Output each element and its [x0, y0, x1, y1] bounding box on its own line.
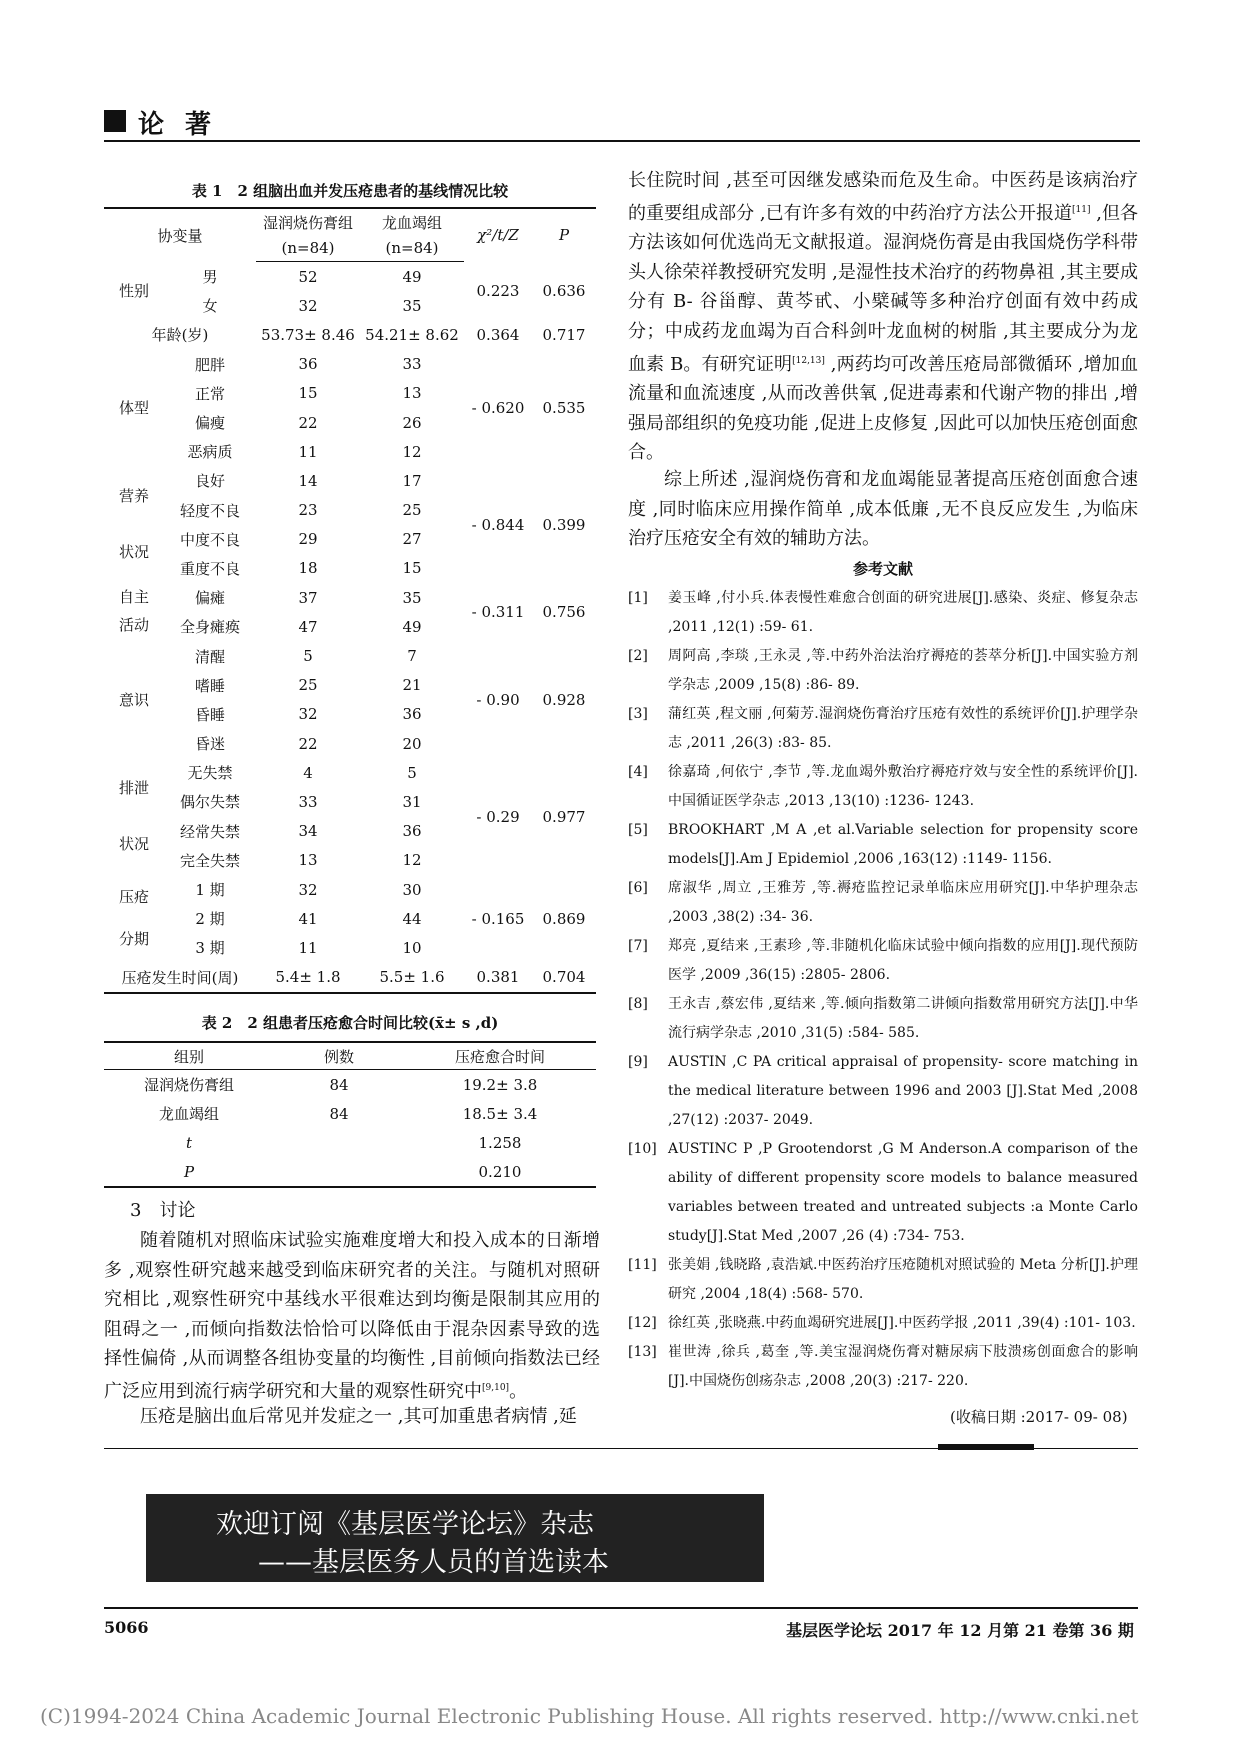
table-cell: - 0.620: [471, 398, 525, 417]
table-cell: 32: [298, 705, 318, 724]
table-cell: 22: [298, 734, 318, 753]
table-cell: 33: [298, 792, 318, 811]
reference-number: [10]: [628, 1141, 657, 1157]
table-row: [104, 262, 596, 292]
reference-number: [13]: [628, 1344, 657, 1360]
reference-number: [7]: [628, 938, 648, 954]
table-cell: [274, 1157, 404, 1187]
category-label: 压疮: [118, 888, 149, 906]
table-cell: 0.636: [542, 281, 586, 300]
table-cell: 21: [402, 676, 422, 695]
table-cell: 经常失禁: [179, 822, 240, 841]
reference-number: [1]: [628, 590, 648, 606]
citation: [11]: [1072, 204, 1091, 215]
table-cell: 5: [303, 647, 313, 666]
table-cell: 30: [402, 880, 422, 899]
reference-number: [11]: [628, 1257, 657, 1273]
table1-header-stat: χ²/t/Z: [477, 226, 519, 245]
table-cell: 1 期: [195, 881, 225, 900]
table-cell: 31: [402, 792, 422, 811]
table-cell: 35: [402, 296, 422, 315]
reference-number: [5]: [628, 822, 648, 838]
table1: [104, 207, 596, 994]
table-cell: 女: [202, 297, 218, 316]
table-cell: 32: [298, 880, 318, 899]
table1-header-group1: 湿润烧伤膏组: [262, 213, 353, 232]
reference-item: [628, 758, 1138, 816]
table-cell: 5: [407, 763, 417, 782]
table-cell: 54.21± 8.62: [365, 325, 459, 344]
table-cell: 15: [298, 384, 318, 403]
table-cell: 18: [298, 559, 318, 578]
table-cell: 23: [298, 501, 318, 520]
table-cell: 33: [402, 355, 422, 374]
table-cell: 偶尔失禁: [179, 793, 240, 812]
reference-text: 姜玉峰 ,付小兵.体表慢性难愈合创面的研究进展[J].感染、炎症、修复杂志 ,2011 ,12(1) :59- 61.: [668, 590, 1138, 635]
journal-info: 基层医学论坛 2017 年 12 月第 21 卷第 36 期: [786, 1621, 1134, 1640]
discussion-paragraph-1: 随着随机对照临床试验实施难度增大和投入成本的日渐增多 ,观察性研究越来越受到临床研究者的关注。与随机对照研究相比 ,观察性研究中基线水平很难达到均衡是限制其应用的阻碍之一 ,而倾向指数法恰恰可以降低由于混杂因素导致的选择性偏倚 ,从而调整各组协变量的均衡性 ,目前倾向指数法已经广泛应用到流行病学研究和大量的观察性研究中[9,10]。: [104, 1230, 600, 1402]
table2-header-time: 压疮愈合时间: [404, 1042, 596, 1070]
table-category: [104, 350, 164, 467]
reference-text: 席淑华 ,周立 ,王雅芳 ,等.褥疮监控记录单临床应用研究[J].中华护理杂志 ,2003 ,38(2) :34- 36.: [668, 880, 1138, 925]
table-cell: 10: [402, 938, 422, 957]
table-cell: 0.399: [542, 515, 586, 534]
table-cell: - 0.29: [476, 807, 520, 826]
category-label: 体型: [118, 399, 149, 418]
table-cell: 49: [402, 617, 422, 636]
table-cell: 1.258: [478, 1133, 522, 1152]
table-cell: 偏瘫: [194, 589, 225, 608]
reference-item: [628, 584, 1138, 642]
ad-line-1: 欢迎订阅《基层医学论坛》杂志: [216, 1509, 594, 1540]
table-cell: 27: [402, 530, 422, 549]
table-row: [104, 758, 596, 787]
table-cell: 12: [402, 442, 422, 461]
table-row: [104, 963, 596, 993]
table-cell: 年龄(岁): [151, 326, 209, 345]
table-cell: 11: [298, 442, 318, 461]
table-row: [104, 641, 596, 670]
reference-item: [628, 816, 1138, 874]
table-row: [104, 1070, 596, 1100]
table1-header-group1-n: (n=84): [256, 235, 360, 262]
category-label: 性别: [118, 282, 149, 301]
table-cell: 84: [329, 1104, 349, 1123]
table-cell: 18.5± 3.4: [462, 1104, 538, 1123]
citation: [12,13]: [792, 355, 825, 366]
table-cell: 0.977: [542, 807, 586, 826]
reference-text: 崔世涛 ,徐兵 ,葛奎 ,等.美宝湿润烧伤膏对糖尿病下肢溃疡创面愈合的影响[J].中国烧伤创疡杂志 ,2008 ,20(3) :217- 220.: [668, 1344, 1138, 1389]
reference-text: 周阿高 ,李琰 ,王永灵 ,等.中药外治法治疗褥疮的荟萃分析[J].中国实验方剂学杂志 ,2009 ,15(8) :86- 89.: [668, 648, 1138, 693]
table-cell: 19.2± 3.8: [462, 1075, 538, 1094]
reference-item: [628, 932, 1138, 990]
reference-number: [4]: [628, 764, 648, 780]
table-cell: 嗜睡: [194, 676, 225, 695]
table-category: [104, 262, 164, 321]
table-row: [104, 583, 596, 612]
table-cell: 36: [298, 355, 318, 374]
table-cell: 轻度不良: [179, 501, 240, 520]
table1-header-group2-n: (n=84): [360, 235, 464, 262]
table-cell: 22: [298, 413, 318, 432]
category-label: 排泄: [118, 778, 149, 797]
table-cell: 25: [402, 501, 422, 520]
category-label: 营养: [118, 487, 149, 506]
table2: [104, 1041, 596, 1188]
table-cell: 重度不良: [179, 559, 240, 578]
table-category: [104, 758, 164, 875]
table-cell: 41: [298, 909, 318, 928]
conclusion-paragraph: 综上所述 ,湿润烧伤膏和龙血竭能显著提高压疮创面愈合速度 ,同时临床应用操作简单 ,成本低廉 ,无不良反应发生 ,为临床治疗压疮安全有效的辅助方法。: [628, 469, 1138, 550]
reference-item: [628, 874, 1138, 932]
reference-text: AUSTIN ,C PA critical appraisal of propensity- score matching in the medical literature between 1996 and 2003 [J].Stat Med ,2008 ,27(12) :2037- 2049.: [668, 1054, 1138, 1128]
table-cell: 4: [303, 763, 313, 782]
reference-text: 蒲红英 ,程文丽 ,何菊芳.湿润烧伤膏治疗压疮有效性的系统评价[J].护理学杂志 ,2011 ,26(3) :83- 85.: [668, 706, 1138, 751]
table-cell: 20: [402, 734, 422, 753]
table-category: [104, 641, 164, 758]
table-cell: 中度不良: [179, 530, 240, 549]
table-cell: 5.4± 1.8: [275, 968, 341, 987]
table-cell: 12: [402, 851, 422, 870]
table-cell: 17: [402, 471, 422, 490]
discussion-heading: 3 讨论: [130, 1200, 196, 1221]
table-row: [104, 1128, 596, 1157]
table-cell: - 0.311: [471, 603, 525, 622]
reference-number: [9]: [628, 1054, 648, 1070]
subscription-ad: [146, 1494, 764, 1582]
table-cell: 47: [298, 617, 318, 636]
reference-text: 郑亮 ,夏结来 ,王素珍 ,等.非随机化临床试验中倾向指数的应用[J].现代预防医学 ,2009 ,36(15) :2805- 2806.: [668, 938, 1138, 983]
page-number: 5066: [104, 1618, 149, 1637]
table-cell: 0.223: [476, 281, 520, 300]
table2-caption: 表 2 2 组患者压疮愈合时间比较(x̄± s ,d): [201, 1014, 499, 1032]
right-paragraph-1: 长住院时间 ,甚至可因继发感染而危及生命。中医药是该病治疗的重要组成部分 ,已有许多有效的中药治疗方法公开报道[11] ,但各方法该如何优选尚无文献报道。湿润烧伤膏是由我国烧伤学科带头人徐荣祥教授研究发明 ,是湿性技术治疗的药物鼻祖 ,其主要成分有 B- 谷甾醇、黄芩甙、小檗碱等多种治疗创面有效中药成分；中成药龙血竭为百合科剑叶龙血树的树脂 ,其主要成分为龙血素 B。有研究证明[12,13] ,两药均可改善压疮局部微循环 ,增加血流量和血流速度 ,从而改善供氧 ,促进毒素和代谢产物的排出 ,增强局部组织的免疫功能 ,促进上皮修复 ,因此可以加快压疮创面愈合。: [628, 170, 1138, 464]
table-cell: 36: [402, 705, 422, 724]
table1-header-covariate: 协变量: [157, 226, 203, 245]
table-category: [104, 875, 164, 963]
reference-item: [628, 1251, 1138, 1309]
table-cell: 0.364: [476, 325, 520, 344]
reference-item: [628, 700, 1138, 758]
reference-item: [628, 1309, 1138, 1338]
table-row: [104, 1099, 596, 1128]
table-category: [104, 466, 164, 583]
table-row: [104, 350, 596, 379]
table-cell: 良好: [194, 472, 225, 491]
table-cell: 肥胖: [194, 355, 225, 374]
table-cell: 0.756: [542, 603, 586, 622]
table-cell: 36: [402, 822, 422, 841]
section-marker: [104, 110, 126, 132]
table-cell: 偏瘦: [194, 414, 225, 433]
reference-item: [628, 1048, 1138, 1135]
category-label: 状况: [118, 834, 149, 853]
table-cell: t: [185, 1133, 193, 1152]
table-cell: 13: [402, 384, 422, 403]
table2-header-group: 组别: [104, 1042, 274, 1070]
table-cell: 14: [298, 471, 318, 490]
table-cell: 2 期: [195, 910, 225, 929]
table2-body: [104, 1070, 596, 1188]
reference-number: [3]: [628, 706, 648, 722]
reference-number: [12]: [628, 1315, 657, 1331]
copyright-notice: (C)1994-2024 China Academic Journal Electronic Publishing House. All rights reserved. http://www.cnki.net: [40, 1704, 1139, 1728]
table-cell: 昏睡: [194, 705, 225, 724]
table-row: [104, 1157, 596, 1187]
table-row: [104, 320, 596, 349]
table-cell: 25: [298, 676, 318, 695]
table-cell: 32: [298, 296, 318, 315]
received-date: (收稿日期 :2017- 09- 08): [950, 1408, 1128, 1426]
category-label: 意识: [118, 691, 149, 710]
table-cell: 11: [298, 938, 318, 957]
reference-number: [6]: [628, 880, 648, 896]
reference-text: BROOKHART ,M A ,et al.Variable selection for propensity score models[J].Am J Epidemiol ,2006 ,163(12) :1149- 1156.: [668, 822, 1138, 867]
table-cell: 5.5± 1.6: [379, 968, 445, 987]
table-cell: 压疮发生时间(周): [121, 968, 239, 987]
header-rule: [104, 140, 1140, 142]
reference-item: [628, 1135, 1138, 1251]
table2-header-n: 例数: [274, 1042, 404, 1070]
table-cell: 53.73± 8.46: [261, 325, 355, 344]
table-row: [104, 875, 596, 904]
table-cell: 正常: [194, 384, 225, 403]
table-cell: 0.381: [476, 968, 520, 987]
category-label: 分期: [118, 929, 149, 948]
table-cell: 0.210: [478, 1162, 522, 1181]
table-cell: 0.704: [542, 968, 586, 987]
table-cell: - 0.90: [476, 690, 520, 709]
table-cell: 37: [298, 588, 318, 607]
table-cell: 52: [298, 267, 318, 286]
table-cell: 35: [402, 588, 422, 607]
table-cell: 完全失禁: [179, 851, 240, 870]
column-end-mark: [938, 1444, 1034, 1450]
discussion-paragraph-2: 压疮是脑出血后常见并发症之一 ,其可加重患者病情 ,延: [140, 1406, 577, 1427]
table-cell: 湿润烧伤膏组: [143, 1076, 234, 1094]
table-cell: 0.535: [542, 398, 586, 417]
table1-header-group2: 龙血竭组: [381, 213, 442, 232]
table-cell: - 0.165: [471, 909, 525, 928]
table1-body: [104, 262, 596, 993]
table-cell: - 0.844: [471, 515, 525, 534]
table-cell: 男: [202, 267, 218, 286]
ad-line-2: ——基层医务人员的首选读本: [258, 1547, 609, 1578]
category-label: 状况: [118, 542, 149, 561]
table-cell: 恶病质: [187, 443, 233, 462]
table-row: [104, 466, 596, 495]
reference-text: 王永吉 ,蔡宏伟 ,夏结来 ,等.倾向指数第二讲倾向指数常用研究方法[J].中华流行病学杂志 ,2010 ,31(5) :584- 585.: [668, 996, 1138, 1041]
table-cell: 无失禁: [187, 764, 233, 783]
reference-item: [628, 642, 1138, 700]
reference-item: [628, 1338, 1138, 1396]
table-cell: 44: [402, 909, 422, 928]
table-cell: 84: [329, 1075, 349, 1094]
table-cell: 清醒: [194, 647, 225, 666]
reference-item: [628, 990, 1138, 1048]
citation: [9,10]: [482, 1382, 510, 1393]
table1-header-p: P: [558, 226, 570, 245]
table-cell: 29: [298, 530, 318, 549]
reference-text: AUSTINC P ,P Grootendorst ,G M Anderson.A comparison of the ability of different propensity score models to balance measured variables between treated and untreated subjects :a Monte Carlo study[J].Stat Med ,2007 ,26 (4) :734- 753.: [668, 1141, 1138, 1244]
table-category: [104, 583, 164, 641]
references-list: [628, 584, 1138, 1396]
table-cell: 34: [298, 822, 318, 841]
footer-rule: [104, 1607, 1138, 1609]
category-label: 活动: [118, 616, 149, 635]
reference-number: [2]: [628, 648, 648, 664]
table-cell: 15: [402, 559, 422, 578]
reference-text: 徐红英 ,张晓燕.中药血竭研究进展[J].中医药学报 ,2011 ,39(4) :101- 103.: [668, 1315, 1136, 1331]
table-cell: P: [183, 1162, 195, 1181]
table-cell: 0.717: [542, 325, 586, 344]
reference-number: [8]: [628, 996, 648, 1012]
table-cell: 全身瘫痪: [179, 618, 240, 637]
table-cell: 昏迷: [194, 735, 225, 754]
reference-text: 徐嘉琦 ,何依宁 ,李节 ,等.龙血竭外敷治疗褥疮疗效与安全性的系统评价[J].中国循证医学杂志 ,2013 ,13(10) :1236- 1243.: [668, 764, 1138, 809]
table1-caption: 表 1 2 组脑出血并发压疮患者的基线情况比较: [191, 182, 509, 200]
table-cell: 49: [402, 267, 422, 286]
table-cell: 3 期: [195, 939, 225, 958]
reference-text: 张美娟 ,钱晓路 ,袁浩斌.中医药治疗压疮随机对照试验的 Meta 分析[J].护理研究 ,2004 ,18(4) :568- 570.: [668, 1257, 1138, 1302]
table-cell: 0.928: [542, 690, 586, 709]
table-cell: 26: [402, 413, 422, 432]
category-label: 自主: [118, 588, 149, 607]
section-title: 论 著: [138, 110, 218, 140]
table-cell: 7: [407, 647, 417, 666]
table-cell: 13: [298, 851, 318, 870]
table-cell: [274, 1128, 404, 1157]
table-cell: 龙血竭组: [158, 1105, 219, 1123]
references-heading: 参考文献: [852, 560, 913, 578]
table-cell: 0.869: [542, 909, 586, 928]
